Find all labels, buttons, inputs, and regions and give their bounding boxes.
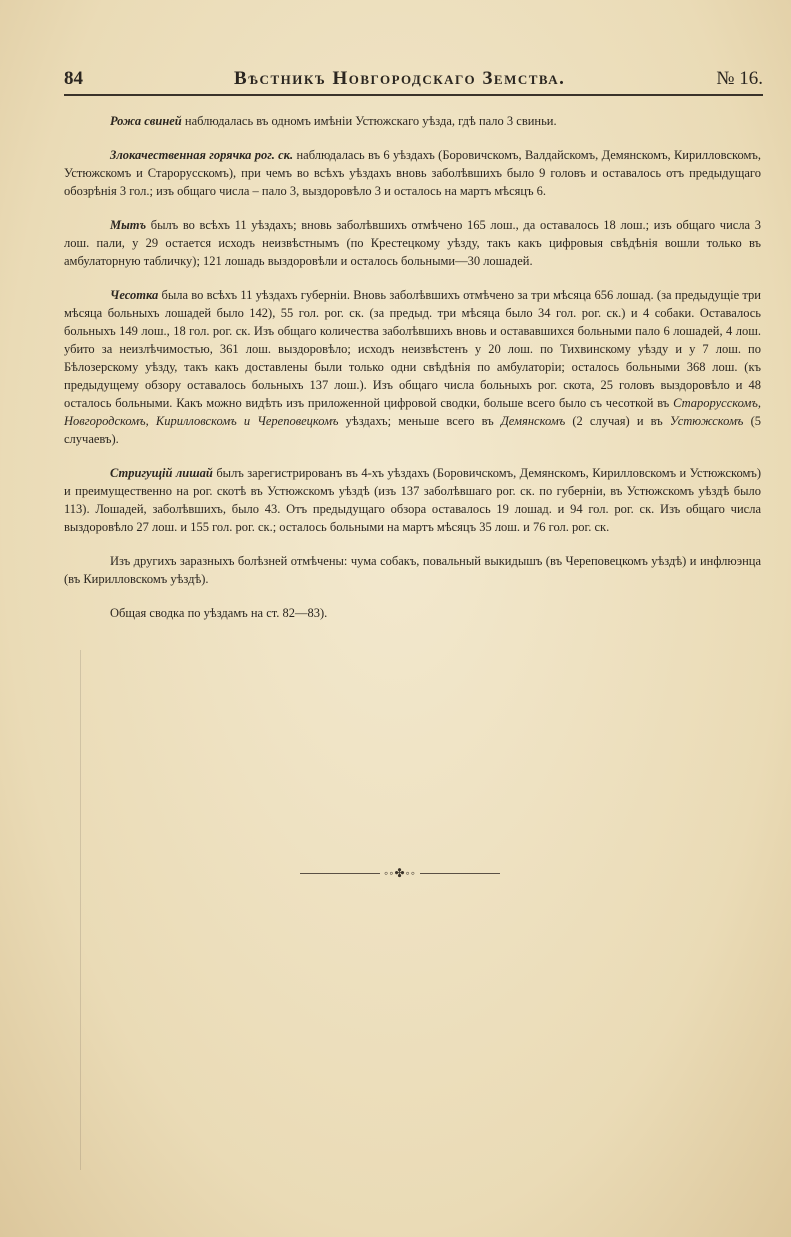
disease-term: Рожа свиней [110, 114, 182, 128]
district-ustyuzhna: Устюжскомъ [669, 414, 744, 428]
paragraph-ringworm [64, 464, 761, 536]
page-number: 84 [64, 68, 83, 89]
journal-title: Вѣстникъ Новгородскаго Земства. [233, 68, 566, 89]
district-least: Демянскомъ [500, 414, 566, 428]
paragraph-strangles [64, 216, 761, 270]
paragraph-swine-erysipelas [64, 112, 761, 130]
divider-line-left [300, 873, 380, 874]
disease-term: Мытъ [110, 218, 147, 232]
paragraph-other-diseases [64, 552, 761, 588]
disease-term: Стригущій лишай [110, 466, 213, 480]
disease-term: Чесотка [110, 288, 159, 302]
disease-term: Злокачественная горячка рог. ск. [110, 148, 294, 162]
article-body [64, 112, 761, 622]
paragraph-text: наблюдалась въ 6 уѣздахъ (Боровичскомъ, Валдайскомъ, Демянскомъ, Кирилловскомъ, Устюжскомъ и Старорусскомъ), при чемъ во всѣхъ уѣздахъ вновь заболѣвшихъ было 9 головъ и оставалось отъ предыдущаго обозрѣнія 3 гол.; изъ общаго числа – пало 3, выздоровѣло 3 и осталось на мартъ мѣсяцъ 6. [64, 148, 761, 198]
fleuron-icon: ◦◦✤◦◦ [383, 865, 417, 880]
paragraph-text: Общая сводка по уѣздамъ на ст. 82—83). [110, 606, 328, 620]
divider-line-right [420, 873, 500, 874]
margin-rule [80, 650, 81, 1170]
paragraph-text-2: уѣздахъ; меньше всего въ [338, 414, 501, 428]
paragraph-text: Изъ другихъ заразныхъ болѣзней отмѣчены: чума собакъ, повальный выкидышъ (въ Череповецкомъ уѣздѣ) и инфлюэнца (въ Кирилловскомъ уѣздѣ). [64, 554, 761, 586]
paragraph-text: былъ зарегистрированъ въ 4-хъ уѣздахъ (Боровичскомъ, Демянскомъ, Кирилловскомъ и Устюжскомъ) и преимущественно на рог. скотѣ въ Устюжскомъ уѣздѣ (изъ 137 заболѣвшаго рог. ск. по губерніи, въ Устюжскомъ уѣздѣ было 113). Лошадей, заболѣвшихъ, было 43. Отъ предыдущаго обзора оставалось 19 лошад. и 94 гол. рог. ск. Изъ общаго числа выздоровѣло 27 лош. и 155 гол. рог. ск.; осталось больными на мартъ мѣсяцъ 35 лош. и 76 гол. рог. ск. [64, 466, 762, 534]
district-list: Старорусскомъ, Новгородскомъ, Кирилловскомъ и Череповецкомъ [64, 396, 761, 428]
running-header [64, 62, 763, 96]
paragraph-text: была во всѣхъ 11 уѣздахъ губерніи. Вновь заболѣвшихъ отмѣчено за три мѣсяца 656 лошад. (за предыдущіе три мѣсяца больныхъ лошадей было 142), 55 гол. рог. ск. (за предыд. три мѣсяца было 34 гол. рог. ск.) и 4 собаки. Оставалось больныхъ 149 лош., 18 гол. рог. ск. Изъ общаго количества заболѣвшихъ вновь и остававшихся больными пало 6 лошадей, 4 лош. убито за неизлѣчимостью, 361 лош. выздоровѣло; исходъ неизвѣстенъ у 20 лош. по Тихвинскому уѣзду и у 7 лош. по Бѣлозерскому уѣзду, такъ какъ доставлены были только одни свѣдѣнія по амбулаторіи; осталось больными 368 лош. (къ предыдущему обзору оставалось больныхъ 137 лош.). Изъ общаго числа больныхъ рог. скота, 25 головъ выздоровѣло и 48 осталось больными. Какъ можно видѣть изъ приложенной цифровой сводки, больше всего было съ чесоткой въ [64, 288, 761, 410]
paragraph-scabies [64, 286, 761, 448]
paragraph-text: наблюдалась въ одномъ имѣніи Устюжскаго уѣзда, гдѣ пало 3 свиньи. [181, 114, 557, 128]
issue-number: № 16. [716, 68, 763, 89]
paragraph-malignant-fever [64, 146, 761, 200]
paragraph-text-3: (2 случая) и въ [565, 414, 670, 428]
paragraph-text-4: (5 случаевъ). [64, 414, 761, 446]
paragraph-text: былъ во всѣхъ 11 уѣздахъ; вновь заболѣвшихъ отмѣчено 165 лош., да оставалось 18 лош.; изъ общаго числа 3 лош. пали, у 29 остается исходъ неизвѣстнымъ (по Крестецкому уѣзду, такъ какъ цифровыя свѣдѣнія вошли только въ амбулаторную табличку); 121 лошадь выздоровѣли и осталось больными—30 лошадей. [64, 218, 761, 268]
summary-reference [64, 604, 761, 622]
section-divider-ornament [300, 867, 500, 879]
